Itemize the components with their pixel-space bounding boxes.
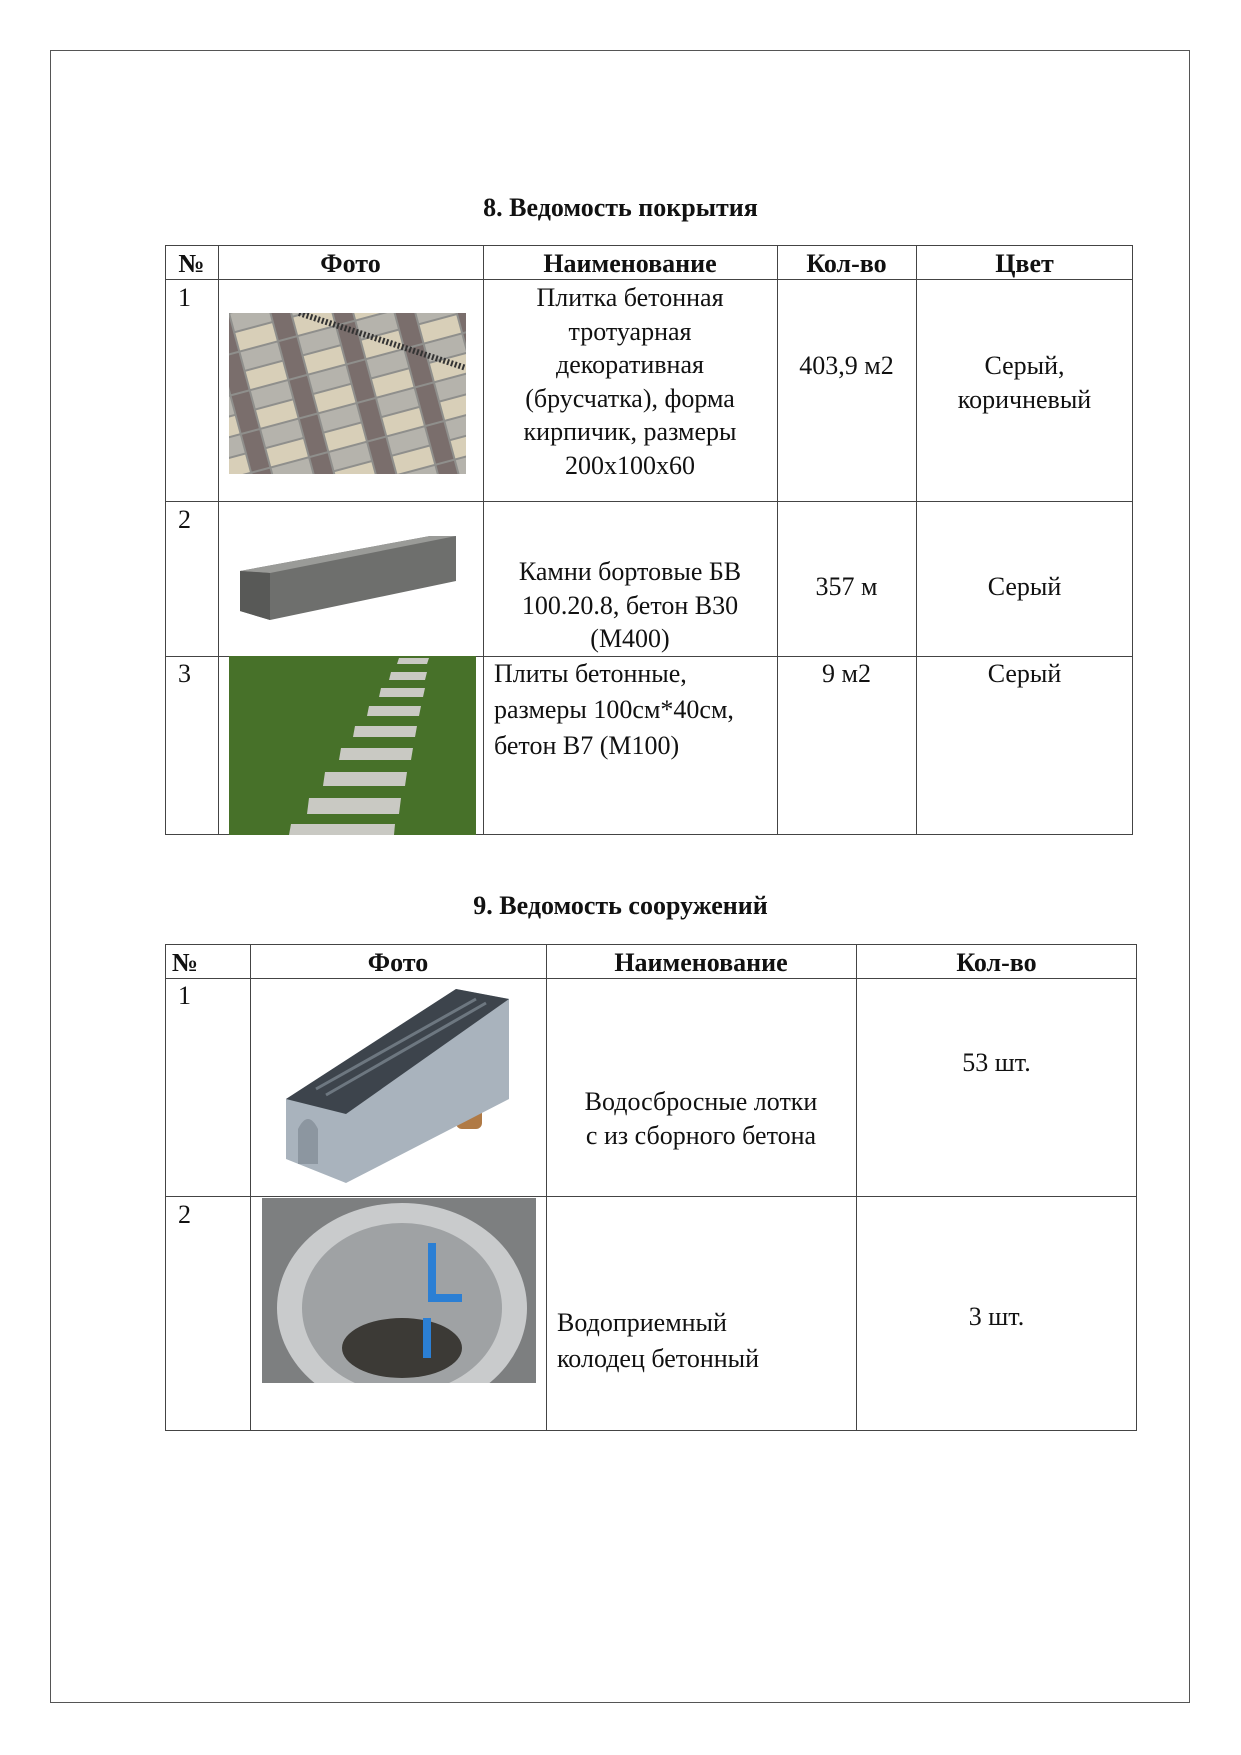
header-num: № (178, 249, 205, 278)
row-num: 2 (178, 1200, 191, 1229)
header-qty: Кол-во (806, 249, 887, 278)
item-qty: 53 шт. (962, 1048, 1031, 1077)
curb-stone-photo (240, 531, 456, 620)
section-8-title: 8. Ведомость покрытия (483, 193, 758, 222)
header-qty: Кол-во (956, 948, 1037, 977)
item-color: Серый (987, 572, 1062, 601)
row-num: 1 (178, 981, 191, 1010)
header-color: Цвет (995, 249, 1054, 278)
item-name: Водосбросные лотки с из сборного бетона (584, 1087, 818, 1150)
row-num: 2 (178, 505, 191, 534)
item-qty: 9 м2 (822, 659, 871, 688)
header-num: № (171, 948, 199, 977)
header-name: Наименование (614, 948, 788, 977)
drainage-channel-photo (286, 989, 509, 1183)
item-name: Водоприемный колодец бетонный (557, 1308, 760, 1373)
item-color: Серый, коричневый (957, 351, 1092, 414)
paving-tiles-photo (229, 313, 466, 474)
concrete-well-photo (262, 1198, 536, 1383)
item-name: Камни бортовые БВ 100.20.8, бетон В30 (М400) (518, 557, 742, 653)
item-qty: 357 м (815, 572, 878, 601)
section-9-title: 9. Ведомость сооружений (473, 891, 768, 920)
header-name: Наименование (543, 249, 717, 278)
item-name: Плиты бетонные, размеры 100см*40см, бетон В7 (М100) (494, 659, 734, 760)
header-photo: Фото (320, 249, 381, 278)
item-color: Серый (987, 659, 1062, 688)
row-num: 3 (178, 659, 191, 688)
item-qty: 403,9 м2 (799, 351, 894, 380)
item-qty: 3 шт. (968, 1302, 1025, 1331)
row-num: 1 (178, 283, 191, 312)
concrete-slabs-lawn-photo (229, 656, 476, 835)
header-photo: Фото (367, 948, 429, 977)
item-name: Плитка бетонная тротуарная декоративная (брусчатка), форма кирпичик, размеры 200х100х60 (523, 283, 737, 480)
